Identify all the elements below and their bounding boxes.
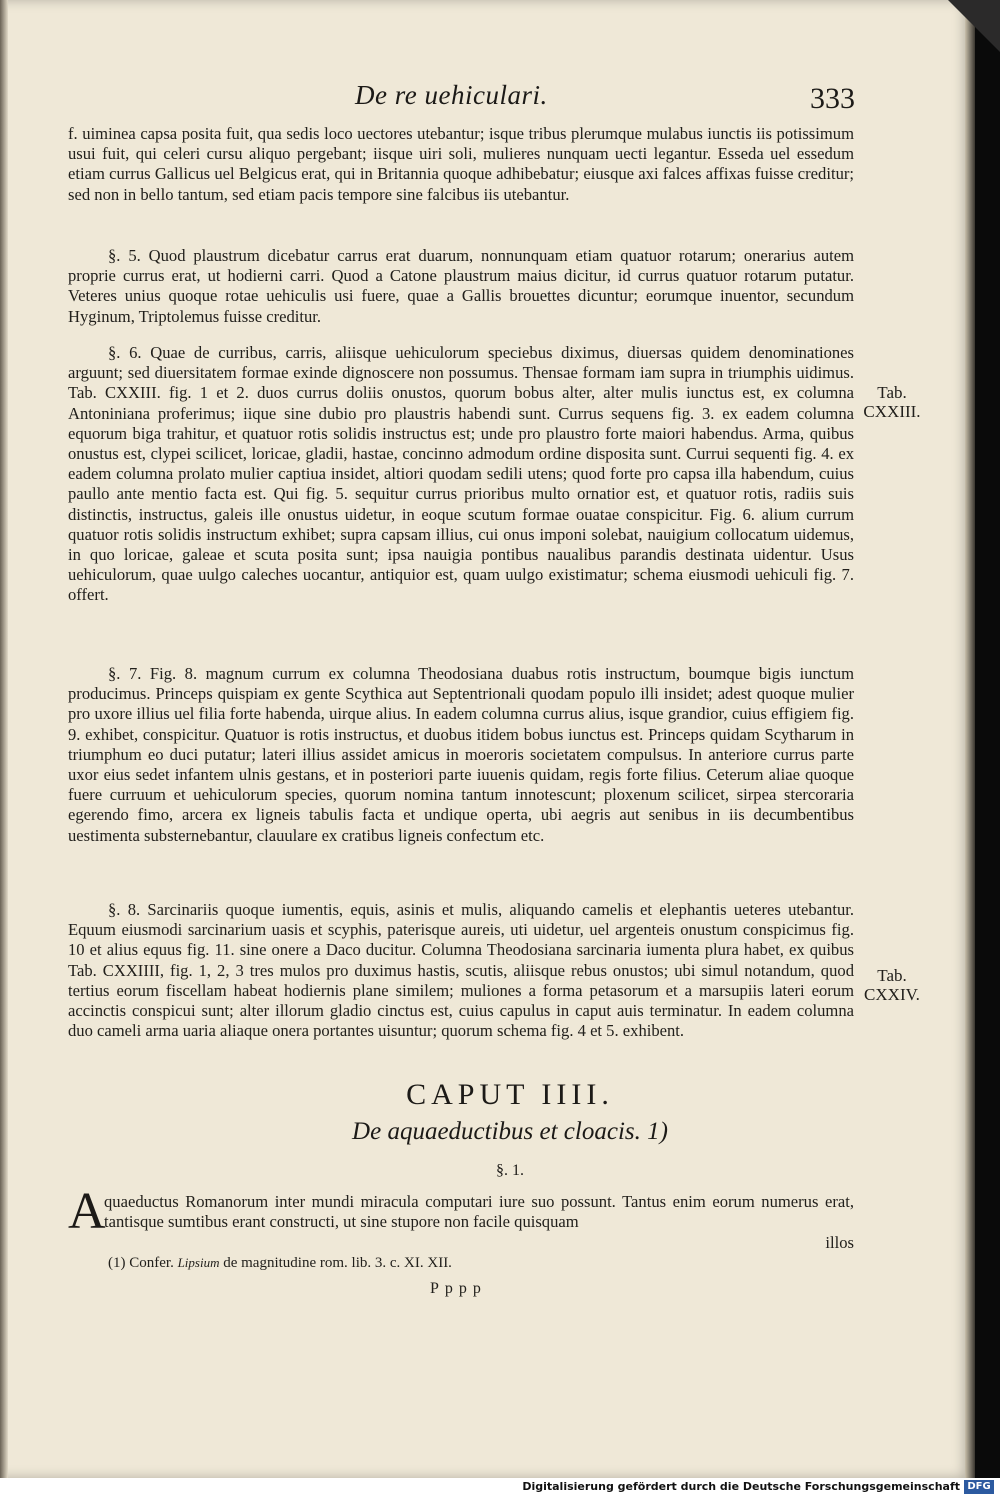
- main-text-5: [68, 900, 854, 1053]
- footnote-marker: (1) Confer.: [108, 1255, 174, 1271]
- page-binding-shadow: [0, 0, 8, 1478]
- margin-note-tab-cxxiv: [857, 966, 927, 1004]
- catchword: illos: [825, 1233, 854, 1252]
- margin-note-value: CXXIII.: [863, 402, 921, 421]
- footnote-author: Lipsium: [177, 1255, 220, 1270]
- main-text-4: [68, 664, 854, 858]
- paragraph-5: §. 8. Sarcinariis quoque iumentis, equis, asinis et mulis, aliquando camelis et elephantis ueteres utebantur. Equum eiusmodi sarcinarium uasis et scyphis, paterisque aureis, uti uidetur, uel argenteis onustum conspicimus fig. 10 et alius equus fig. 11. sine onere a Daco ducitur. Columna Theodosiana sarcinaria iumenta plura habet, ex quibus Tab. CXXIIII, fig. 1, 2, 3 tres mulos pro duximus hastis, scutis, aliisque rebus onustos; ubi simul notandum, quod tertius eorum fiscellam habeat hodiernis plane similem; muliones a forma petasorum et a marsupiis lateri eorum accinctis conspicui sunt; alter illorum gladio cinctus est, cuius capulus in caput auis terminatur. In eadem columna duo cameli arma uaria aliaque onera portantes uisuntur; quorum schema fig. 4 et 5. exhibent.: [68, 900, 854, 1041]
- printer-signature: Pppp: [430, 1280, 487, 1297]
- margin-note-tab-cxxiii: [857, 383, 927, 421]
- main-text: [68, 124, 854, 217]
- final-paragraph: quaeductus Romanorum inter mundi miracula computari iure suo possunt. Tantus enim eorum numerus erat, tantisque sumtibus erant constructi, ut sine stupore non facile quisquam: [104, 1192, 854, 1232]
- chapter-subtitle: De aquaeductibus et cloacis. 1): [352, 1118, 668, 1145]
- paragraph-3: §. 6. Quae de curribus, carris, aliisque uehiculorum speciebus diximus, diuersas quidem denominationes arguunt; sed diuersitatem formae exinde dignoscere non possumus. Thensae formam iam supra in triumphis uidimus. Tab. CXXIII. fig. 1 et 2. duos currus doliis onustos, quorum bobus alter, alter mulis iunctus est, ex columna Antoniniana proferimus; iique sine dubio pro plaustris habendi sunt. Currus sequens fig. 3. ex eadem columna equorum biga trahitur, et quatuor rotis solidis instructus est; unde pro plaustro forte maiori habendus. Arma, quibus onustus est, clypei scilicet, loricae, gladii, hastae, concinno admodum ordine disposita sunt. Currui sequenti fig. 4. ex eadem columna prolato mulier captiua insidet, altiori quodam sedili utens; quod forte pro capsa illa habendum, cuius paullo ante mentio facta est. Qui fig. 5. sequitur currus prioribus multo ornatior est, et quatuor rotis, radiis suis distinctis, instructus, galeis ille onustus uidetur, in eoque scutum formae ouatae conspicitur. Fig. 6. alium currum quatuor rotis solidis instructum exhibet; supra capsam illius, cui onus imponi solebat, nauigium collocatum uidemus, in quo loricae, galeae et scuta posita sunt; ipsa nauigia pontibus naualibus parandis destinata uidentur. Usus uehiculorum, quae uulgo caleches uocantur, antiquior est, quam uulgo existimatur; schema eiusmodi uehiculi fig. 7. offert.: [68, 343, 854, 605]
- main-text-2: [68, 246, 854, 339]
- paragraph-4: §. 7. Fig. 8. magnum currum ex columna Theodosiana duabus rotis instructum, boumque bigis iunctum producimus. Princeps quispiam ex gente Scythica aut Septentrionali quodam populo illi insidet; adest quoque mulier pro uxore illius uel filia forte habenda, uirque alius. In eadem columna currus alius, isque grandior, cuius effigiem fig. 9. exhibet, conspicitur. Quatuor is rotis instructus, et duobus itidem bobus iunctus est. Princeps quidam Scytharum in triumphum eo duci putatur; lateri illius assidet amicus in moeroris societatem compulsus. In anteriore currus parte uxor eius sedet infantem ulnis gestans, et in posteriori parte iuuenis quidam, regis forte filius. Ceterum aliae quoque fuere curruum et uehiculorum species, quorum nomina tantum innotescunt; ploxenum scilicet, sirpea stercoraria egerendo fimo, arcera ex ligneis tabulis facta et undique operta, ubi aegris aut senibus in iis decumbentibus uestimenta substernebantur, clauulare ex cratibus ligneis confectum etc.: [68, 664, 854, 845]
- page-number: 333: [810, 82, 855, 115]
- dog-ear-corner: [948, 0, 1000, 52]
- margin-note-label: Tab.: [877, 966, 907, 985]
- footnote: [108, 1255, 808, 1272]
- footer-credit: Digitalisierung gefördert durch die Deutsche Forschungsgemeinschaft: [522, 1480, 960, 1493]
- paragraph-1: f. uiminea capsa posita fuit, qua sedis loco uectores utebantur; isque tribus plerumque mulabus iunctis iis potissimum usui fuit, qui celeri cursu aliquo pergebant; iisque uiri soli, mulieres nunquam uecti legantur. Esseda uel essedum etiam currus Gallicus uel Belgicus erat, qui in Britannia quoque adhibebatur; eiusque axi falces affixas fuisse creditur; sed non in bello tantum, sed etiam pacis tempore sine falcibus iis utebantur.: [68, 124, 854, 204]
- margin-note-value: CXXIV.: [864, 985, 920, 1004]
- drop-cap: A: [68, 1183, 106, 1240]
- running-title: De re uehiculari.: [355, 80, 548, 110]
- page-edge: [965, 0, 975, 1478]
- margin-note-label: Tab.: [877, 383, 907, 402]
- paragraph-2: §. 5. Quod plaustrum dicebatur carrus erat duarum, nonnunquam etiam quatuor rotarum; onerarius autem proprie currus erat, ut hodierni carri. Quod a Catone plaustrum maius dicitur, id currus quatuor rotarum putatur. Veteres unius quoque rotae uehiculis usi fuere, quae a Gallis brouettes dicuntur; eorumque inuentor, secundum Hyginum, Triptolemus fuisse creditur.: [68, 246, 854, 326]
- chapter-title: CAPUT IIII.: [406, 1078, 614, 1111]
- dfg-logo-icon: DFG: [964, 1480, 994, 1494]
- footnote-reference: de magnitudine rom. lib. 3. c. XI. XII.: [223, 1255, 452, 1271]
- main-text-3: [68, 343, 854, 618]
- section-mark: §. 1.: [496, 1162, 524, 1179]
